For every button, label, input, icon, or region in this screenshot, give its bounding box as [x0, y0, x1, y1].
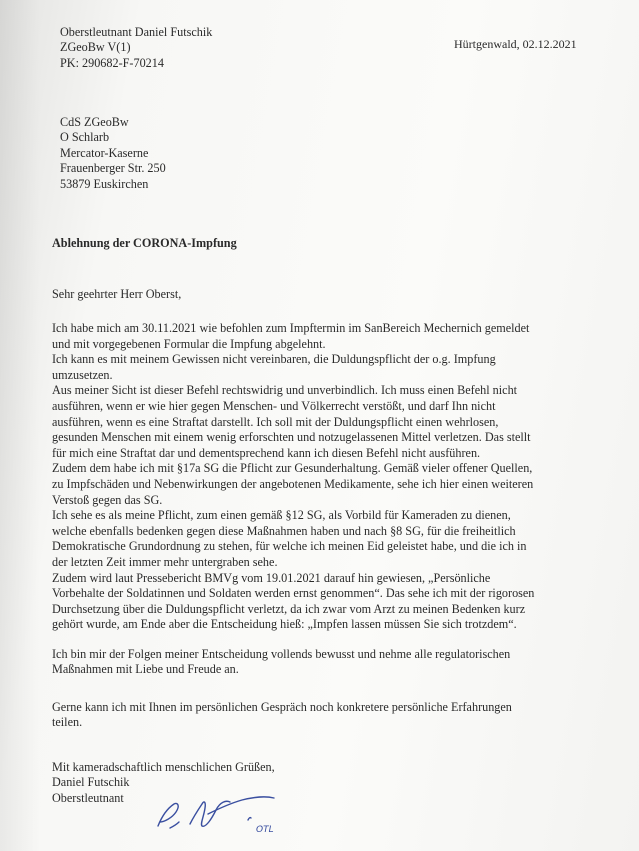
recipient-address	[60, 115, 166, 192]
sender-line: ZGeoBw V(1)	[60, 40, 131, 55]
letter-date: Hürtgenwald, 02.12.2021	[454, 37, 577, 51]
body-line: ausführen, wenn er wie hier gegen Menschen- und Völkerrecht verstößt, und darf Ihn nicht	[52, 398, 496, 413]
body-line: zu Impfschäden und Nebenwirkungen der angebotenen Medikamente, sehe ich hier einen weiteren	[52, 476, 534, 491]
recipient-line: 53879 Euskirchen	[60, 176, 149, 191]
letter-subject: Ablehnung der CORONA-Impfung	[52, 236, 237, 250]
salutation: Sehr geehrter Herr Oberst,	[52, 287, 182, 301]
body-line: und mit vorgegebenen Formular die Impfung abgelehnt.	[52, 336, 326, 351]
body-line: Ich sehe es als meine Pflicht, zum einen gemäß §12 SG, als Vorbild für Kameraden zu dienen,	[52, 508, 511, 523]
body-line: teilen.	[52, 715, 83, 730]
body-line: Vorbehalte der Soldatinnen und Soldaten werden ernst genommen“. Das sehe ich mit der rigorosen	[52, 586, 535, 601]
handwritten-signature	[150, 788, 290, 838]
body-line: der letzten Zeit immer mehr untergraben sehe.	[52, 554, 278, 569]
body-line: Demokratische Grundordnung zu stehen, für welche ich meinen Eid geleistet habe, und die ich in	[52, 539, 527, 554]
signature-suffix: OTL	[256, 825, 274, 835]
sender-line: PK: 290682-F-70214	[60, 55, 164, 70]
body-line: Aus meiner Sicht ist dieser Befehl rechtswidrig und unverbindlich. Ich muss einen Befehl nicht	[52, 383, 518, 398]
body-paragraph-3	[52, 700, 512, 731]
body-paragraph-2	[52, 647, 510, 678]
body-line: Durchsetzung über die Duldungspflicht verletzt, da ich zwar vom Arzt zu meinen Bedenken kurz	[52, 601, 526, 616]
body-line: umzusetzen.	[52, 367, 113, 382]
page-edge-shadow	[0, 0, 40, 851]
body-line: für mich eine Straftat dar und dementsprechend kann ich diesen Befehl nicht ausführen.	[52, 445, 481, 460]
recipient-line: Frauenberger Str. 250	[60, 161, 166, 176]
recipient-line: CdS ZGeoBw	[60, 115, 129, 129]
sender-line: Oberstleutnant Daniel Futschik	[60, 25, 213, 39]
closing-line: Oberstleutnant	[52, 790, 124, 805]
body-line: Ich bin mir der Folgen meiner Entscheidung vollends bewusst und nehme alle regulatorischen	[52, 647, 511, 661]
body-line: Zudem dem habe ich mit §17a SG die Pflicht zur Gesunderhaltung. Gemäß vieler offener Quellen,	[52, 461, 533, 476]
closing-line: Daniel Futschik	[52, 775, 130, 790]
recipient-line: O Schlarb	[60, 130, 110, 145]
body-line: gesunden Menschen mit einem wenig erforschten und notzugelassenen Mittel verletzen. Das stellt	[52, 430, 531, 445]
body-line: gehört wurde, am Ende aber die Entscheidung hieß: „Impfen lassen müssen Sie sich trotzdem“.	[52, 617, 517, 632]
body-line: Maßnahmen mit Liebe und Freude an.	[52, 662, 239, 677]
recipient-line: Mercator-Kaserne	[60, 145, 149, 160]
body-line: Gerne kann ich mit Ihnen im persönlichen Gespräch noch konkretere persönliche Erfahrungen	[52, 700, 512, 714]
body-line: Zudem wird laut Pressebericht BMVg vom 19.01.2021 darauf hin gewiesen, „Persönliche	[52, 570, 491, 585]
body-line: welche ebenfalls bedenken gegen diese Maßnahmen haben und nach §8 SG, für die freiheitlich	[52, 523, 516, 538]
sender-address	[60, 25, 212, 71]
body-line: Ich habe mich am 30.11.2021 wie befohlen zum Impftermin im SanBereich Mechernich gemeldet	[52, 321, 530, 335]
closing-line: Mit kameradschaftlich menschlichen Grüßen,	[52, 760, 275, 774]
body-paragraph-1	[52, 321, 534, 633]
body-line: ausführen, wenn es eine Straftat darstellt. Ich soll mit der Duldungspflicht einen wehrlosen,	[52, 414, 499, 429]
body-line: Verstoß gegen das SG.	[52, 492, 163, 507]
body-line: Ich kann es mit meinem Gewissen nicht vereinbaren, die Duldungspflicht der o.g. Impfung	[52, 352, 496, 367]
